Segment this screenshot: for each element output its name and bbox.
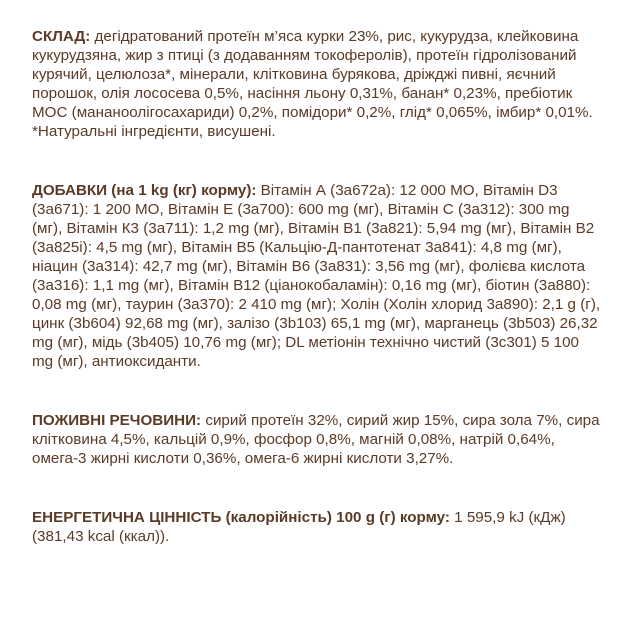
additives-paragraph xyxy=(32,181,602,371)
nutrients-text: сирий протеїн 32%, сирий жир 15%, сира зола 7%, сира клітковина 4,5%, кальцій 0,9%, фосфор 0,8%, магній 0,08%, натрій 0,64%, омега-3 жирні кислоти 0,36%, омега-6 жирні кислоти 3,27%. xyxy=(32,412,600,467)
energy-heading: ЕНЕРГЕТИЧНА ЦІННІСТЬ (калорійність) 100 g (г) корму: xyxy=(32,509,450,526)
nutrients-section xyxy=(32,411,602,468)
ingredients-label xyxy=(32,27,602,586)
composition-paragraph xyxy=(32,27,602,141)
additives-text: Вітамін А (3а672а): 12 000 МО, Вітамін D3 (3а671): 1 200 МО, Вітамін Е (3а700): 600 mg (мг), Вітамін С (3а312): 300 mg (мг), Вітамін К3 (3а711): 1,2 mg (мг), Вітамін В1 (3а821): 5,94 mg (мг), Вітамін В2 (3а825і): 4,5 mg (мг), Вітамін В5 (Кальцію-Д-пантотенат 3а841): 4,8 mg (мг), ніацин (3а314): 42,7 mg (мг), Вітамін В6 (3а831): 3,56 mg (мг), фолієва кислота (3а316): 1,1 mg (мг), Вітамін В12 (ціанокобаламін): 0,16 mg (мг), біотин (3а880): 0,08 mg (мг), таурин (3а370): 2 410 mg (мг); Холін (Холін хлорид 3а890): 2,1 g (г), цинк (3b604) 92,68 mg (мг), залізо (3b103) 65,1 mg (мг), марганець (3b503) 26,32 mg (мг), мідь (3b405) 10,76 mg (мг); DL метіонін технічно чистий (3с301) 5 100 mg (мг), антиоксиданти. xyxy=(32,182,601,370)
additives-section xyxy=(32,181,602,371)
energy-section xyxy=(32,508,602,546)
composition-section xyxy=(32,27,602,141)
energy-text: 1 595,9 kJ (кДж) (381,43 kcal (ккал)). xyxy=(32,509,566,545)
composition-heading: СКЛАД: xyxy=(32,28,91,45)
nutrients-paragraph xyxy=(32,411,602,468)
composition-text: дегідратований протеїн м’яса курки 23%, рис, кукурудза, клейковина кукурудзяна, жир з птиці (з додаванням токоферолів), протеїн гідролізований курячий, целюлоза*, мінерали, клітковина бурякова, дріжджі пивні, яєчний порошок, олія лососева 0,5%, насіння льону 0,31%, банан* 0,23%, пребіотик МОС (мананоолігосахариди) 0,2%, помідори* 0,2%, глід* 0,065%, імбир* 0,01%. *Натуральні інгредієнти, висушені. xyxy=(32,28,593,140)
additives-heading: ДОБАВКИ (на 1 kg (кг) корму): xyxy=(32,182,257,199)
energy-paragraph xyxy=(32,508,602,546)
nutrients-heading: ПОЖИВНІ РЕЧОВИНИ: xyxy=(32,412,202,429)
